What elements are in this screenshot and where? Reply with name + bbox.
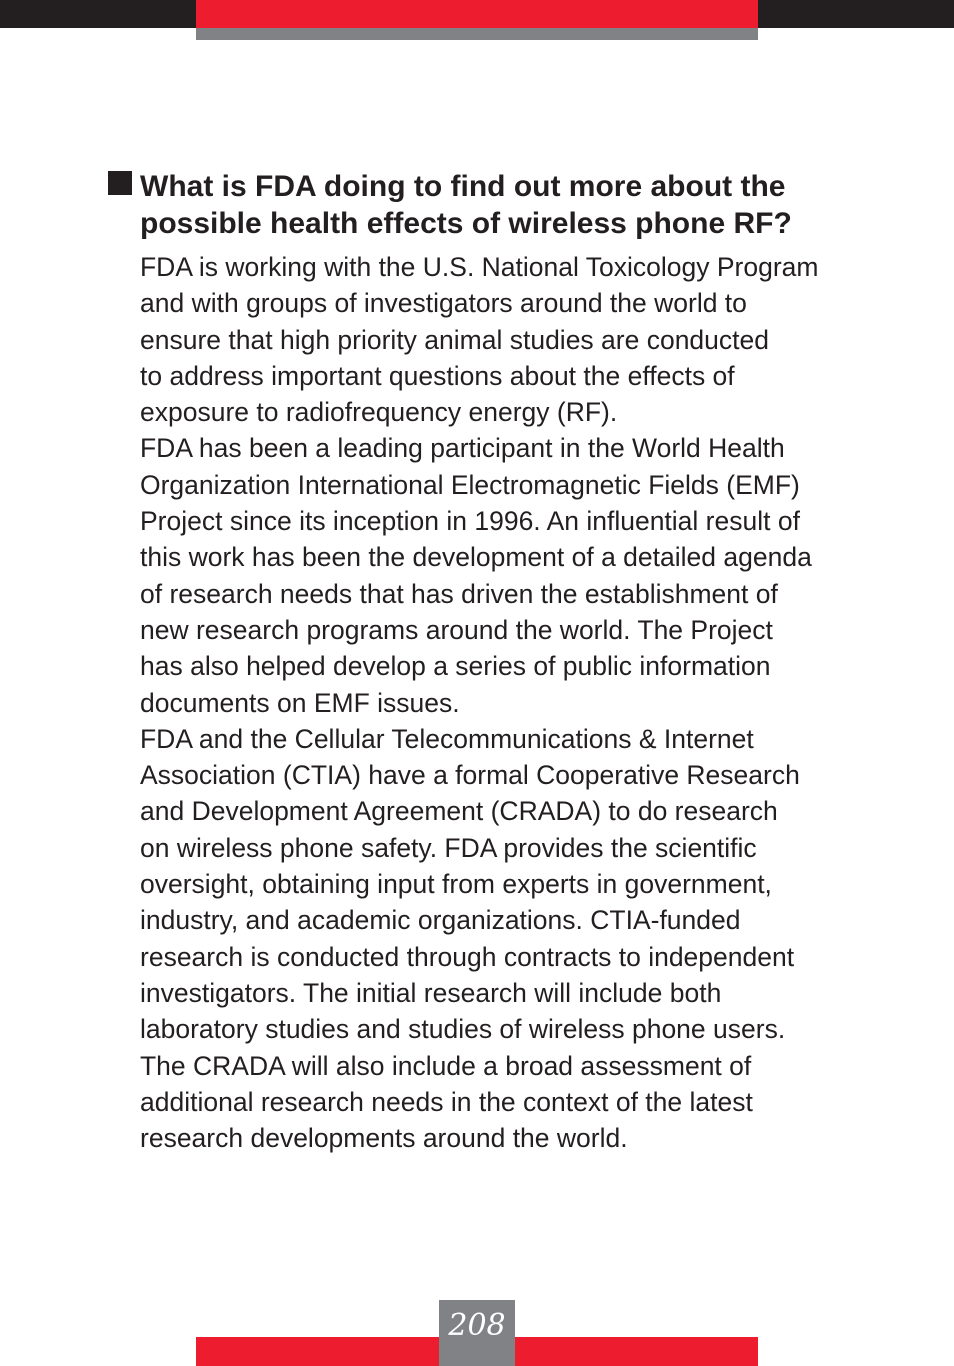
square-bullet-icon xyxy=(108,171,132,195)
text-line: FDA has been a leading participant in the World Health xyxy=(140,433,785,464)
text-line: Project since its inception in 1996. An influential result of xyxy=(140,506,800,537)
text-line: to address important questions about the effects of xyxy=(140,360,735,391)
text-line: of research needs that has driven the establishment of xyxy=(140,578,778,609)
text-line: this work has been the development of a detailed agenda xyxy=(140,542,812,573)
text-line: and with groups of investigators around the world to xyxy=(140,288,747,319)
text-line: laboratory studies and studies of wireless phone users. xyxy=(140,1014,786,1045)
text-line: research developments around the world. xyxy=(140,1123,628,1154)
heading-line: possible health effects of wireless phone RF? xyxy=(140,207,792,240)
text-line: and Development Agreement (CRADA) to do research xyxy=(140,796,778,827)
text-line: industry, and academic organizations. CTIA-funded xyxy=(140,905,741,936)
text-line: FDA and the Cellular Telecommunications & Internet xyxy=(140,723,754,754)
body-text xyxy=(140,249,930,1156)
header-band-gray xyxy=(196,28,758,40)
text-line: FDA is working with the U.S. National Toxicology Program xyxy=(140,252,819,282)
text-line: research is conducted through contracts to independent xyxy=(140,941,795,972)
text-line: on wireless phone safety. FDA provides the scientific xyxy=(140,832,757,863)
paragraph-3 xyxy=(140,721,930,1157)
text-line: documents on EMF issues. xyxy=(140,687,460,718)
heading-line: What is FDA doing to find out more about the xyxy=(140,170,786,203)
text-line: additional research needs in the context of the latest xyxy=(140,1086,753,1117)
text-line: new research programs around the world. The Project xyxy=(140,614,773,645)
section-heading xyxy=(140,168,940,242)
paragraph-1 xyxy=(140,249,930,430)
text-line: exposure to radiofrequency energy (RF). xyxy=(140,397,618,428)
text-line: The CRADA will also include a broad assessment of xyxy=(140,1050,752,1081)
text-line: Organization International Electromagnetic Fields (EMF) xyxy=(140,469,800,500)
text-line: ensure that high priority animal studies are conducted xyxy=(140,324,769,355)
text-line: investigators. The initial research will include both xyxy=(140,977,722,1008)
header-band-red xyxy=(196,0,758,28)
page-number: 208 xyxy=(439,1300,515,1366)
text-line: Association (CTIA) have a formal Cooperative Research xyxy=(140,760,800,791)
paragraph-2 xyxy=(140,430,930,720)
text-line: oversight, obtaining input from experts in government, xyxy=(140,869,772,900)
text-line: has also helped develop a series of public information xyxy=(140,651,771,682)
